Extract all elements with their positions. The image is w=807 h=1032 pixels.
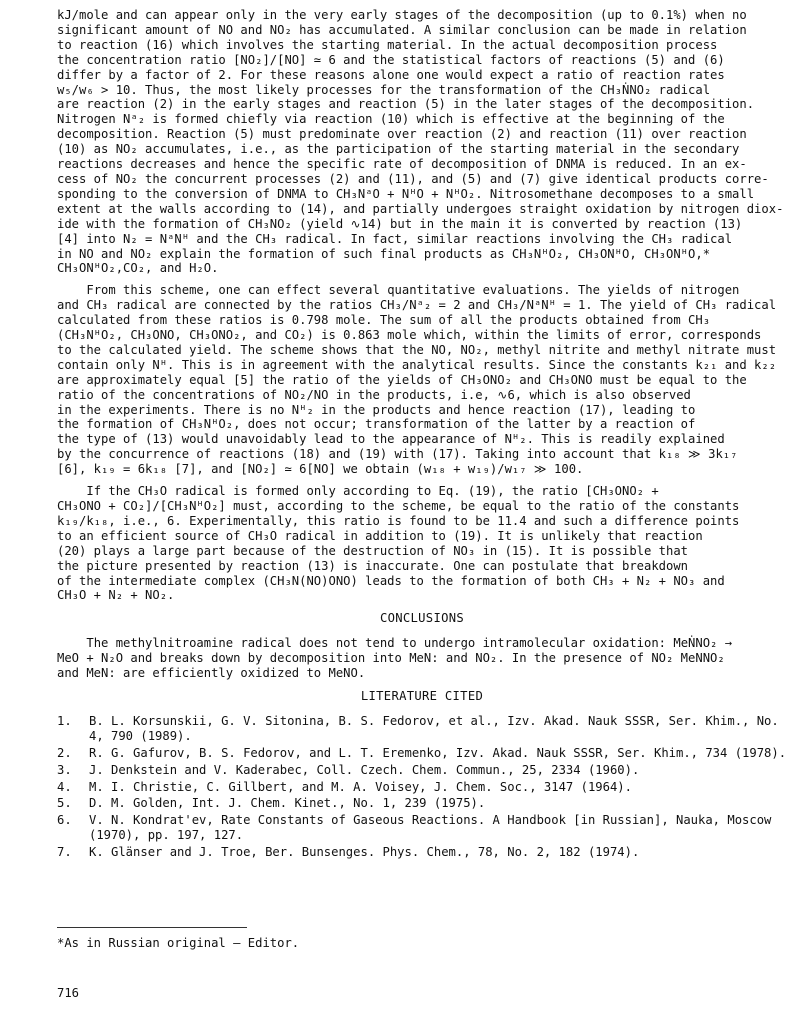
text-line: [6], k₁₉ = 6k₁₈ [7], and [NO₂] ≃ 6[NO] we obtain (w₁₈ + w₁₉)/w₁₇ ≫ 100. bbox=[57, 462, 584, 477]
text-line: to the calculated yield. The scheme shows that the NO, NO₂, methyl nitrite and methyl nitrate must bbox=[57, 342, 777, 357]
footnote: *As in Russian original — Editor. bbox=[57, 936, 300, 950]
text-line: From this scheme, one can effect several quantitative evaluations. The yields of nitrogen bbox=[57, 283, 740, 298]
text-line: the type of (13) would unavoidably lead to the appearance of Nᴴ₂. This is readily explained bbox=[57, 432, 725, 447]
text-line: (CH₃NᴴO₂, CH₃ONO, CH₃ONO₂, and CO₂) is 0.863 mole which, within the limits of error, corresponds bbox=[57, 328, 762, 343]
text-line: the picture presented by reaction (13) is inaccurate. One can postulate that breakdown bbox=[57, 558, 689, 573]
conclusions-paragraph bbox=[57, 636, 787, 681]
conclusions-heading: CONCLUSIONS bbox=[379, 611, 464, 626]
reference-text: J. Denkstein and V. Kaderabec, Coll. Czech. Chem. Commun., 25, 2334 (1960). bbox=[89, 762, 640, 777]
reference-item bbox=[57, 796, 787, 811]
text-line: cess of NO₂ the concurrent processes (2) and (11), and (5) and (7) give identical products corre- bbox=[57, 171, 769, 186]
reference-number: 4. bbox=[57, 779, 72, 794]
text-line: reactions decreases and hence the specific rate of decomposition of DNMA is reduced. In an ex- bbox=[57, 157, 747, 172]
reference-text: B. L. Korsunskii, G. V. Sitonina, B. S. Fedorov, et al., Izv. Akad. Nauk SSSR, Ser. Khim., No. 4, 790 (1989). bbox=[89, 713, 779, 743]
text-line: Nitrogen Nᵃ₂ is formed chiefly via reaction (10) which is effective at the beginning of the bbox=[57, 112, 725, 127]
text-line: by the concurrence of reactions (18) and (19) with (17). Taking into account that k₁₈ ≫ 3k₁₇ bbox=[57, 447, 738, 462]
page-number: 716 bbox=[57, 986, 80, 1000]
text-line: If the CH₃O radical is formed only according to Eq. (19), the ratio [CH₃ONO₂ + bbox=[57, 484, 659, 499]
text-line: CH₃O + N₂ + NO₂. bbox=[57, 588, 175, 603]
text-line: The methylnitroamine radical does not tend to undergo intramolecular oxidation: MeṄNO₂ → bbox=[57, 636, 733, 651]
body-paragraph-2 bbox=[57, 283, 787, 477]
reference-item bbox=[57, 845, 787, 860]
reference-text: V. N. Kondrat'ev, Rate Constants of Gaseous Reactions. A Handbook [in Russian], Nauka, Moscow (1970), pp. 197, 127. bbox=[89, 813, 772, 843]
reference-number: 6. bbox=[57, 813, 72, 828]
reference-list bbox=[57, 714, 787, 860]
footnote-divider bbox=[57, 927, 247, 928]
text-line: kJ/mole and can appear only in the very early stages of the decomposition (up to 0.1%) when no bbox=[57, 8, 747, 22]
reference-number: 5. bbox=[57, 796, 72, 811]
text-line: in NO and NO₂ explain the formation of such final products as CH₃NᴴO₂, CH₃ONᴴO, CH₃ONᴴO,* bbox=[57, 246, 711, 261]
reference-item bbox=[57, 763, 787, 778]
literature-cited-heading: LITERATURE CITED bbox=[360, 688, 484, 703]
reference-number: 3. bbox=[57, 762, 72, 777]
body-paragraph-1 bbox=[57, 8, 787, 276]
reference-item bbox=[57, 714, 787, 744]
paper-body bbox=[57, 8, 787, 862]
text-line: in the experiments. There is no Nᴴ₂ in the products and hence reaction (17), leading to bbox=[57, 402, 696, 417]
text-line: w₅/w₆ > 10. Thus, the most likely processes for the transformation of the CH₃ṄNO₂ radical bbox=[57, 82, 711, 97]
reference-text: K. Glänser and J. Troe, Ber. Bunsenges. Phys. Chem., 78, No. 2, 182 (1974). bbox=[89, 845, 640, 860]
text-line: CH₃ONᴴO₂,CO₂, and H₂O. bbox=[57, 261, 219, 276]
text-line: of the intermediate complex (CH₃N(NO)ONO) leads to the formation of both CH₃ + N₂ + NO₃ and bbox=[57, 573, 725, 588]
reference-item bbox=[57, 780, 787, 795]
text-line: and CH₃ radical are connected by the ratios CH₃/Nᵃ₂ = 2 and CH₃/NᵃNᴴ = 1. The yield of CH₃ radical bbox=[57, 298, 777, 313]
text-line: contain only Nᴴ. This is in agreement with the analytical results. Since the constants k₂₁ and k₂₂ bbox=[57, 357, 777, 372]
text-line: (10) as NO₂ accumulates, i.e., as the participation of the starting material in the secondary bbox=[57, 142, 740, 157]
text-line: decomposition. Reaction (5) must predominate over reaction (2) and reaction (11) over reaction bbox=[57, 127, 747, 142]
reference-item bbox=[57, 813, 787, 843]
text-line: ratio of the concentrations of NO₂/NO in the products, i.e, ∿6, which is also observed bbox=[57, 387, 691, 402]
text-line: to reaction (16) which involves the starting material. In the actual decomposition process bbox=[57, 37, 718, 52]
body-paragraph-3 bbox=[57, 484, 787, 603]
text-line: (20) plays a large part because of the destruction of NO₃ in (15). It is possible that bbox=[57, 543, 689, 558]
text-line: sponding to the conversion of DNMA to CH₃NᵃO + NᴴO + NᴴO₂. Nitrosomethane decomposes to a small bbox=[57, 186, 755, 201]
text-line: extent at the walls according to (14), and partially undergoes straight oxidation by nitrogen diox- bbox=[57, 201, 784, 216]
text-line: MeO + N₂O and breaks down by decomposition into MeN: and NO₂. In the presence of NO₂ MeNNO₂ bbox=[57, 651, 725, 666]
reference-text: R. G. Gafurov, B. S. Fedorov, and L. T. Eremenko, Izv. Akad. Nauk SSSR, Ser. Khim., 734 (1978). bbox=[89, 745, 787, 760]
text-line: are reaction (2) in the early stages and reaction (5) in the later stages of the decomposition. bbox=[57, 97, 755, 112]
text-line: differ by a factor of 2. For these reasons alone one would expect a ratio of reaction rates bbox=[57, 67, 725, 82]
text-line: to an efficient source of CH₃O radical in addition to (19). It is unlikely that reaction bbox=[57, 528, 703, 543]
text-line: the concentration ratio [NO₂]/[NO] ≃ 6 and the statistical factors of reactions (5) and (6) bbox=[57, 52, 725, 67]
text-line: are approximately equal [5] the ratio of the yields of CH₃ONO₂ and CH₃ONO must be equal to the bbox=[57, 372, 747, 387]
reference-item bbox=[57, 746, 787, 761]
reference-text: M. I. Christie, C. Gillbert, and M. A. Voisey, J. Chem. Soc., 3147 (1964). bbox=[89, 779, 632, 794]
text-line: k₁₉/k₁₈, i.e., 6. Experimentally, this ratio is found to be 11.4 and such a difference points bbox=[57, 513, 740, 528]
text-line: calculated from these ratios is 0.798 mole. The sum of all the products obtained from CH₃ bbox=[57, 313, 711, 328]
text-line: ide with the formation of CH₃NO₂ (yield ∿14) but in the main it is converted by reaction (13) bbox=[57, 216, 743, 231]
reference-text: D. M. Golden, Int. J. Chem. Kinet., No. 1, 239 (1975). bbox=[89, 796, 486, 811]
text-line: CH₃ONO + CO₂]/[CH₃NᴴO₂] must, according to the scheme, be equal to the ratio of the constants bbox=[57, 499, 740, 513]
text-line: significant amount of NO and NO₂ has accumulated. A similar conclusion can be made in relation bbox=[57, 22, 747, 37]
text-line: [4] into N₂ = NᵃNᴴ and the CH₃ radical. In fact, similar reactions involving the CH₃ radical bbox=[57, 231, 733, 246]
text-line: and MeN: are efficiently oxidized to MeNO. bbox=[57, 666, 366, 681]
text-line: the formation of CH₃NᴴO₂, does not occur; transformation of the latter by a reaction of bbox=[57, 417, 696, 432]
reference-number: 2. bbox=[57, 745, 72, 760]
reference-number: 7. bbox=[57, 845, 72, 860]
reference-number: 1. bbox=[57, 713, 72, 728]
